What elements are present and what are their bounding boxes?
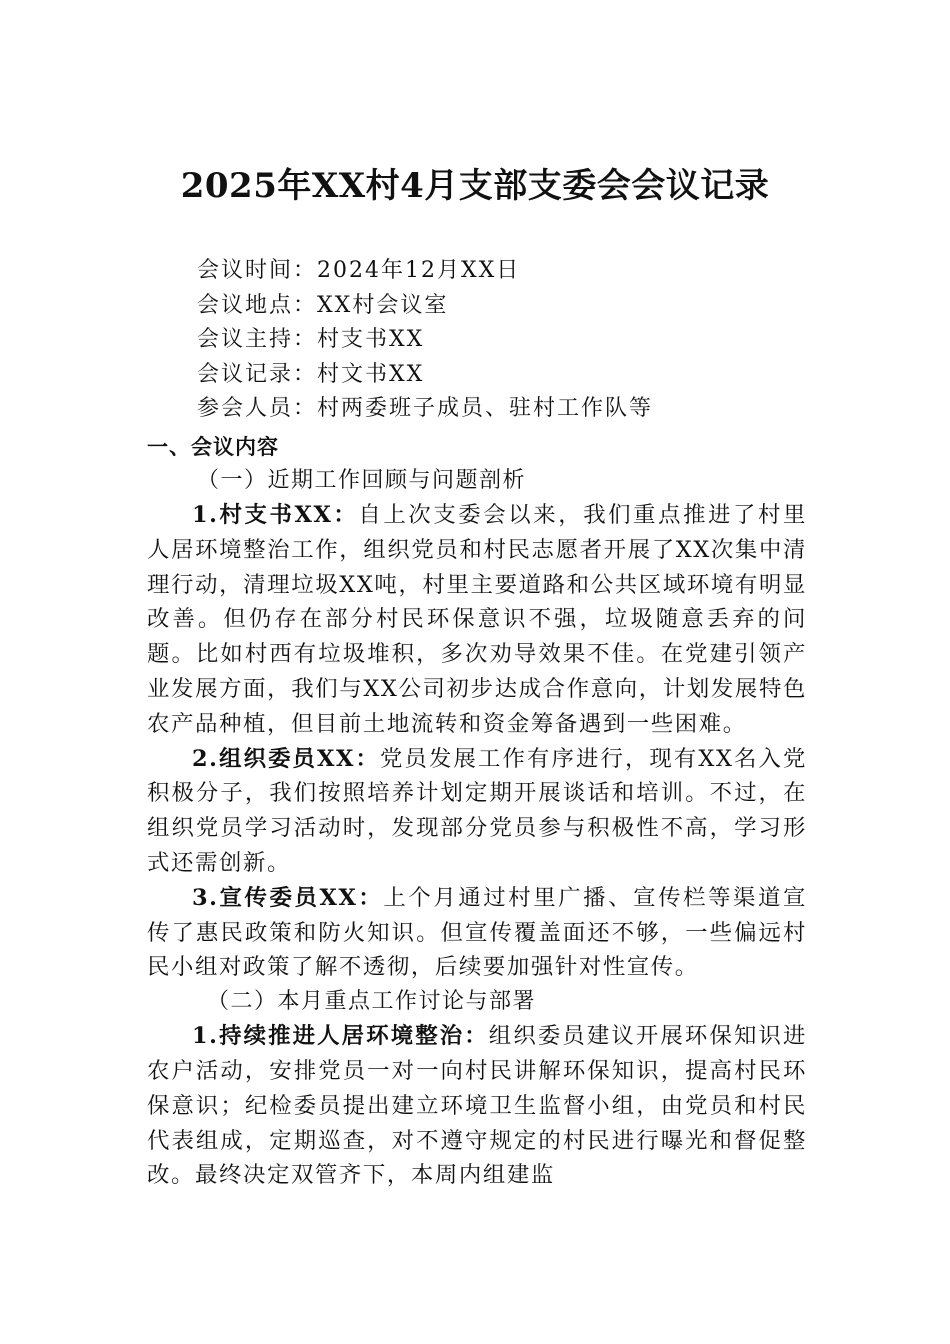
paragraph-environment-work	[147, 1019, 807, 1193]
paragraph-organization-member	[147, 742, 807, 881]
document-title: 2025年XX村4月支部支委会会议记录	[180, 166, 770, 206]
document-body	[147, 430, 807, 1193]
meeting-recorder: 会议记录：村文书XX	[197, 361, 425, 387]
speaker-label: 2.组织委员XX：	[192, 745, 380, 772]
paragraph-party-secretary	[147, 498, 807, 742]
paragraph-publicity-member	[147, 881, 807, 985]
meeting-attendees: 参会人员：村两委班子成员、驻村工作队等	[197, 396, 654, 421]
meeting-time: 会议时间：2024年12月XX日	[197, 258, 521, 283]
meeting-location: 会议地点：XX村会议室	[197, 292, 449, 318]
meeting-host: 会议主持：村支书XX	[197, 327, 425, 352]
speaker-label: 1.村支书XX：	[192, 502, 359, 528]
paragraph-text: 党员发展工作有序进行，现有XX名入党积极分子，我们按照培养计划定期开展谈话和培训。不过，在组织党员学习活动时，发现部分党员参与积极性不高，学习形式还需创新。	[147, 745, 807, 876]
paragraph-text: 组织委员建议开展环保知识进农户活动，安排党员一对一向村民讲解环保知识，提高村民环保意识；纪检委员提出建立环境卫生监督小组，由党员和村民代表组成，定期巡查，对不遵守规定的村民进行曝光和督促整改。最终决定双管齐下，本周内组建监	[147, 1023, 807, 1189]
paragraph-text: 自上次支委会以来，我们重点推进了村里人居环境整治工作，组织党员和村民志愿者开展了XX次集中清理行动，清理垃圾XX吨，村里主要道路和公共区域环境有明显改善。但仍存在部分村民环保意识不强，垃圾随意丢弃的问题。比如村西有垃圾堆积，多次劝导效果不佳。在党建引领产业发展方面，我们与XX公司初步达成合作意向，计划发展特色农产品种植，但目前土地流转和资金筹备遇到一些困难。	[147, 502, 807, 737]
subsection-heading: （一）近期工作回顾与问题剖析	[197, 468, 527, 493]
item-label: 1.持续推进人居环境整治：	[192, 1023, 489, 1050]
meeting-info	[197, 254, 817, 427]
speaker-label: 3.宣传委员XX：	[192, 884, 384, 911]
section-heading: 一、会议内容	[147, 435, 279, 459]
paragraph-text: 上个月通过村里广播、宣传栏等渠道宣传了惠民政策和防火知识。但宣传覆盖面还不够，一些偏远村民小组对政策了解不透彻，后续要加强针对性宣传。	[147, 884, 807, 981]
subsection-heading: （二）本月重点工作讨论与部署	[207, 989, 537, 1015]
